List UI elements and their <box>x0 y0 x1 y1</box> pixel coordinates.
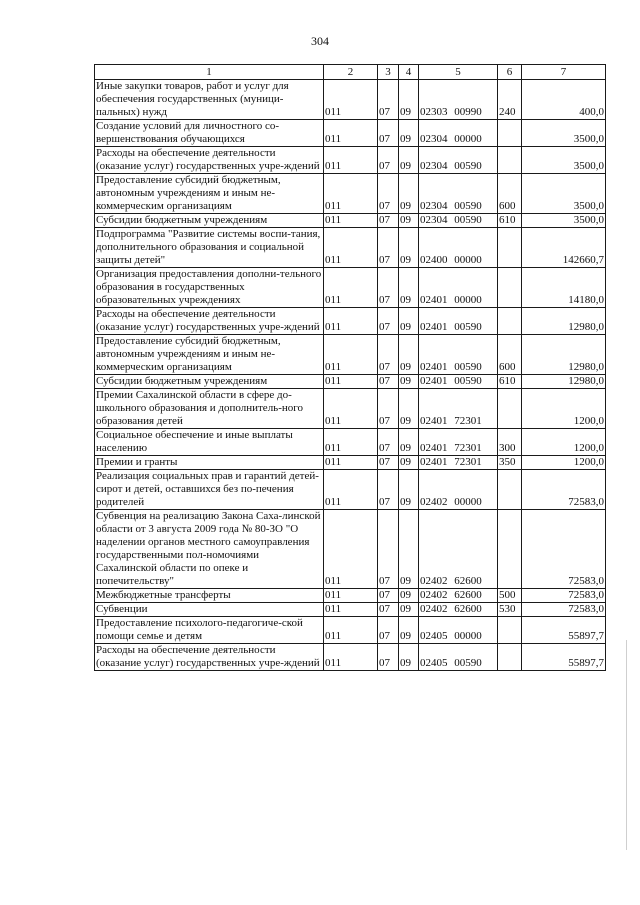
row-target-article: 02401 00590 <box>419 308 498 335</box>
row-expense-type <box>498 644 522 671</box>
row-section: 07 <box>378 80 399 120</box>
row-subsection: 09 <box>399 375 419 389</box>
row-target-article: 02304 00000 <box>419 120 498 147</box>
row-ministry-code: 011 <box>324 617 378 644</box>
row-ministry-code: 011 <box>324 174 378 214</box>
row-name: Субсидии бюджетным учреждениям <box>95 375 324 389</box>
row-section: 07 <box>378 644 399 671</box>
row-amount: 400,0 <box>522 80 606 120</box>
row-target-article: 02405 00590 <box>419 644 498 671</box>
row-ministry-code: 011 <box>324 429 378 456</box>
row-name: Премии и гранты <box>95 456 324 470</box>
row-subsection: 09 <box>399 617 419 644</box>
row-amount: 12980,0 <box>522 375 606 389</box>
header-col-3: 3 <box>378 65 399 80</box>
row-section: 07 <box>378 389 399 429</box>
row-subsection: 09 <box>399 174 419 214</box>
row-amount: 3500,0 <box>522 147 606 174</box>
budget-table <box>94 64 606 671</box>
row-amount: 12980,0 <box>522 308 606 335</box>
table-row <box>95 375 606 389</box>
row-name: Субвенция на реализацию Закона Саха-линской области от 3 августа 2009 года № 80-ЗО "О наделении органов местного самоуправления государственными пол-номочиями Сахалинской области по опеке и попечительству" <box>95 510 324 589</box>
row-name: Подпрограмма "Развитие системы воспи-тания, дополнительного образования и социальной защиты детей" <box>95 228 324 268</box>
row-name: Расходы на обеспечение деятельности (оказание услуг) государственных учре-ждений <box>95 308 324 335</box>
row-subsection: 09 <box>399 510 419 589</box>
row-section: 07 <box>378 174 399 214</box>
table-row <box>95 429 606 456</box>
row-subsection: 09 <box>399 470 419 510</box>
header-col-5: 5 <box>419 65 498 80</box>
row-target-article: 02400 00000 <box>419 228 498 268</box>
row-section: 07 <box>378 120 399 147</box>
row-amount: 72583,0 <box>522 510 606 589</box>
table-row <box>95 268 606 308</box>
row-ministry-code: 011 <box>324 375 378 389</box>
row-name: Межбюджетные трансферты <box>95 589 324 603</box>
row-section: 07 <box>378 308 399 335</box>
row-target-article: 02304 00590 <box>419 147 498 174</box>
row-expense-type: 610 <box>498 214 522 228</box>
row-section: 07 <box>378 470 399 510</box>
header-col-1: 1 <box>95 65 324 80</box>
row-subsection: 09 <box>399 214 419 228</box>
header-col-6: 6 <box>498 65 522 80</box>
row-section: 07 <box>378 510 399 589</box>
table-row <box>95 389 606 429</box>
row-subsection: 09 <box>399 644 419 671</box>
row-target-article: 02401 00000 <box>419 268 498 308</box>
row-ministry-code: 011 <box>324 589 378 603</box>
row-subsection: 09 <box>399 147 419 174</box>
row-amount: 72583,0 <box>522 603 606 617</box>
row-expense-type <box>498 268 522 308</box>
row-name: Реализация социальных прав и гарантий детей-сирот и детей, оставшихся без по-печения родителей <box>95 470 324 510</box>
row-ministry-code: 011 <box>324 644 378 671</box>
row-target-article: 02402 00000 <box>419 470 498 510</box>
table-row <box>95 174 606 214</box>
table-row <box>95 80 606 120</box>
table-row <box>95 589 606 603</box>
header-col-4: 4 <box>399 65 419 80</box>
row-subsection: 09 <box>399 429 419 456</box>
row-ministry-code: 011 <box>324 335 378 375</box>
row-amount: 3500,0 <box>522 174 606 214</box>
row-expense-type: 500 <box>498 589 522 603</box>
table-row <box>95 214 606 228</box>
row-expense-type <box>498 308 522 335</box>
row-target-article: 02401 72301 <box>419 456 498 470</box>
row-subsection: 09 <box>399 603 419 617</box>
row-subsection: 09 <box>399 120 419 147</box>
row-section: 07 <box>378 617 399 644</box>
row-ministry-code: 011 <box>324 214 378 228</box>
row-amount: 55897,7 <box>522 617 606 644</box>
row-ministry-code: 011 <box>324 228 378 268</box>
page-number: 304 <box>311 34 329 48</box>
table-row <box>95 147 606 174</box>
row-ministry-code: 011 <box>324 510 378 589</box>
row-name: Субсидии бюджетным учреждениям <box>95 214 324 228</box>
table-row <box>95 120 606 147</box>
row-ministry-code: 011 <box>324 389 378 429</box>
row-target-article: 02401 72301 <box>419 389 498 429</box>
row-expense-type <box>498 617 522 644</box>
row-section: 07 <box>378 375 399 389</box>
table-row <box>95 644 606 671</box>
table-row <box>95 335 606 375</box>
row-amount: 3500,0 <box>522 120 606 147</box>
table-row <box>95 228 606 268</box>
row-expense-type: 240 <box>498 80 522 120</box>
row-expense-type <box>498 147 522 174</box>
row-expense-type <box>498 470 522 510</box>
row-ministry-code: 011 <box>324 456 378 470</box>
header-col-7: 7 <box>522 65 606 80</box>
row-amount: 72583,0 <box>522 470 606 510</box>
row-target-article: 02304 00590 <box>419 214 498 228</box>
row-ministry-code: 011 <box>324 120 378 147</box>
row-expense-type <box>498 228 522 268</box>
row-name: Премии Сахалинской области в сфере до-школьного образования и дополнитель-ного образования детей <box>95 389 324 429</box>
row-target-article: 02402 62600 <box>419 589 498 603</box>
row-amount: 1200,0 <box>522 456 606 470</box>
row-name: Создание условий для личностного со-вершенствования обучающихся <box>95 120 324 147</box>
row-name: Предоставление психолого-педагогиче-ской помощи семье и детям <box>95 617 324 644</box>
table-row <box>95 603 606 617</box>
row-ministry-code: 011 <box>324 268 378 308</box>
row-section: 07 <box>378 268 399 308</box>
row-ministry-code: 011 <box>324 470 378 510</box>
row-name: Предоставление субсидий бюджетным, автономным учреждениям и иным не-коммерческим организациям <box>95 174 324 214</box>
row-subsection: 09 <box>399 456 419 470</box>
table-header <box>95 65 606 80</box>
row-expense-type: 600 <box>498 335 522 375</box>
row-subsection: 09 <box>399 80 419 120</box>
row-amount: 142660,7 <box>522 228 606 268</box>
row-section: 07 <box>378 429 399 456</box>
row-target-article: 02401 72301 <box>419 429 498 456</box>
header-row <box>95 65 606 80</box>
row-amount: 72583,0 <box>522 589 606 603</box>
row-ministry-code: 011 <box>324 80 378 120</box>
row-expense-type: 600 <box>498 174 522 214</box>
row-section: 07 <box>378 214 399 228</box>
row-name: Субвенции <box>95 603 324 617</box>
row-section: 07 <box>378 456 399 470</box>
row-subsection: 09 <box>399 389 419 429</box>
row-expense-type <box>498 120 522 147</box>
row-expense-type: 300 <box>498 429 522 456</box>
row-section: 07 <box>378 147 399 174</box>
row-section: 07 <box>378 228 399 268</box>
row-ministry-code: 011 <box>324 603 378 617</box>
row-target-article: 02405 00000 <box>419 617 498 644</box>
row-subsection: 09 <box>399 335 419 375</box>
row-name: Расходы на обеспечение деятельности (оказание услуг) государственных учре-ждений <box>95 644 324 671</box>
row-subsection: 09 <box>399 589 419 603</box>
table-row <box>95 456 606 470</box>
row-section: 07 <box>378 603 399 617</box>
row-name: Предоставление субсидий бюджетным, автономным учреждениям и иным не-коммерческим организациям <box>95 335 324 375</box>
row-amount: 55897,7 <box>522 644 606 671</box>
table-row <box>95 308 606 335</box>
row-target-article: 02401 00590 <box>419 335 498 375</box>
row-expense-type: 350 <box>498 456 522 470</box>
row-expense-type <box>498 389 522 429</box>
row-section: 07 <box>378 589 399 603</box>
row-name: Организация предоставления дополни-тельного образования в государственных образовательных учреждениях <box>95 268 324 308</box>
row-target-article: 02401 00590 <box>419 375 498 389</box>
scan-edge-line <box>626 640 627 850</box>
row-expense-type: 530 <box>498 603 522 617</box>
row-target-article: 02303 00990 <box>419 80 498 120</box>
row-target-article: 02402 62600 <box>419 603 498 617</box>
row-name: Расходы на обеспечение деятельности (оказание услуг) государственных учре-ждений <box>95 147 324 174</box>
table-row <box>95 470 606 510</box>
header-col-2: 2 <box>324 65 378 80</box>
row-ministry-code: 011 <box>324 147 378 174</box>
row-ministry-code: 011 <box>324 308 378 335</box>
row-name: Социальное обеспечение и иные выплаты населению <box>95 429 324 456</box>
row-expense-type: 610 <box>498 375 522 389</box>
row-section: 07 <box>378 335 399 375</box>
row-amount: 12980,0 <box>522 335 606 375</box>
row-amount: 3500,0 <box>522 214 606 228</box>
table-body <box>95 80 606 671</box>
table-row <box>95 510 606 589</box>
row-subsection: 09 <box>399 308 419 335</box>
row-amount: 1200,0 <box>522 429 606 456</box>
row-target-article: 02402 62600 <box>419 510 498 589</box>
row-subsection: 09 <box>399 228 419 268</box>
row-name: Иные закупки товаров, работ и услуг для обеспечения государственных (муници-пальных) нужд <box>95 80 324 120</box>
row-target-article: 02304 00590 <box>419 174 498 214</box>
row-amount: 14180,0 <box>522 268 606 308</box>
row-expense-type <box>498 510 522 589</box>
row-subsection: 09 <box>399 268 419 308</box>
row-amount: 1200,0 <box>522 389 606 429</box>
table-row <box>95 617 606 644</box>
